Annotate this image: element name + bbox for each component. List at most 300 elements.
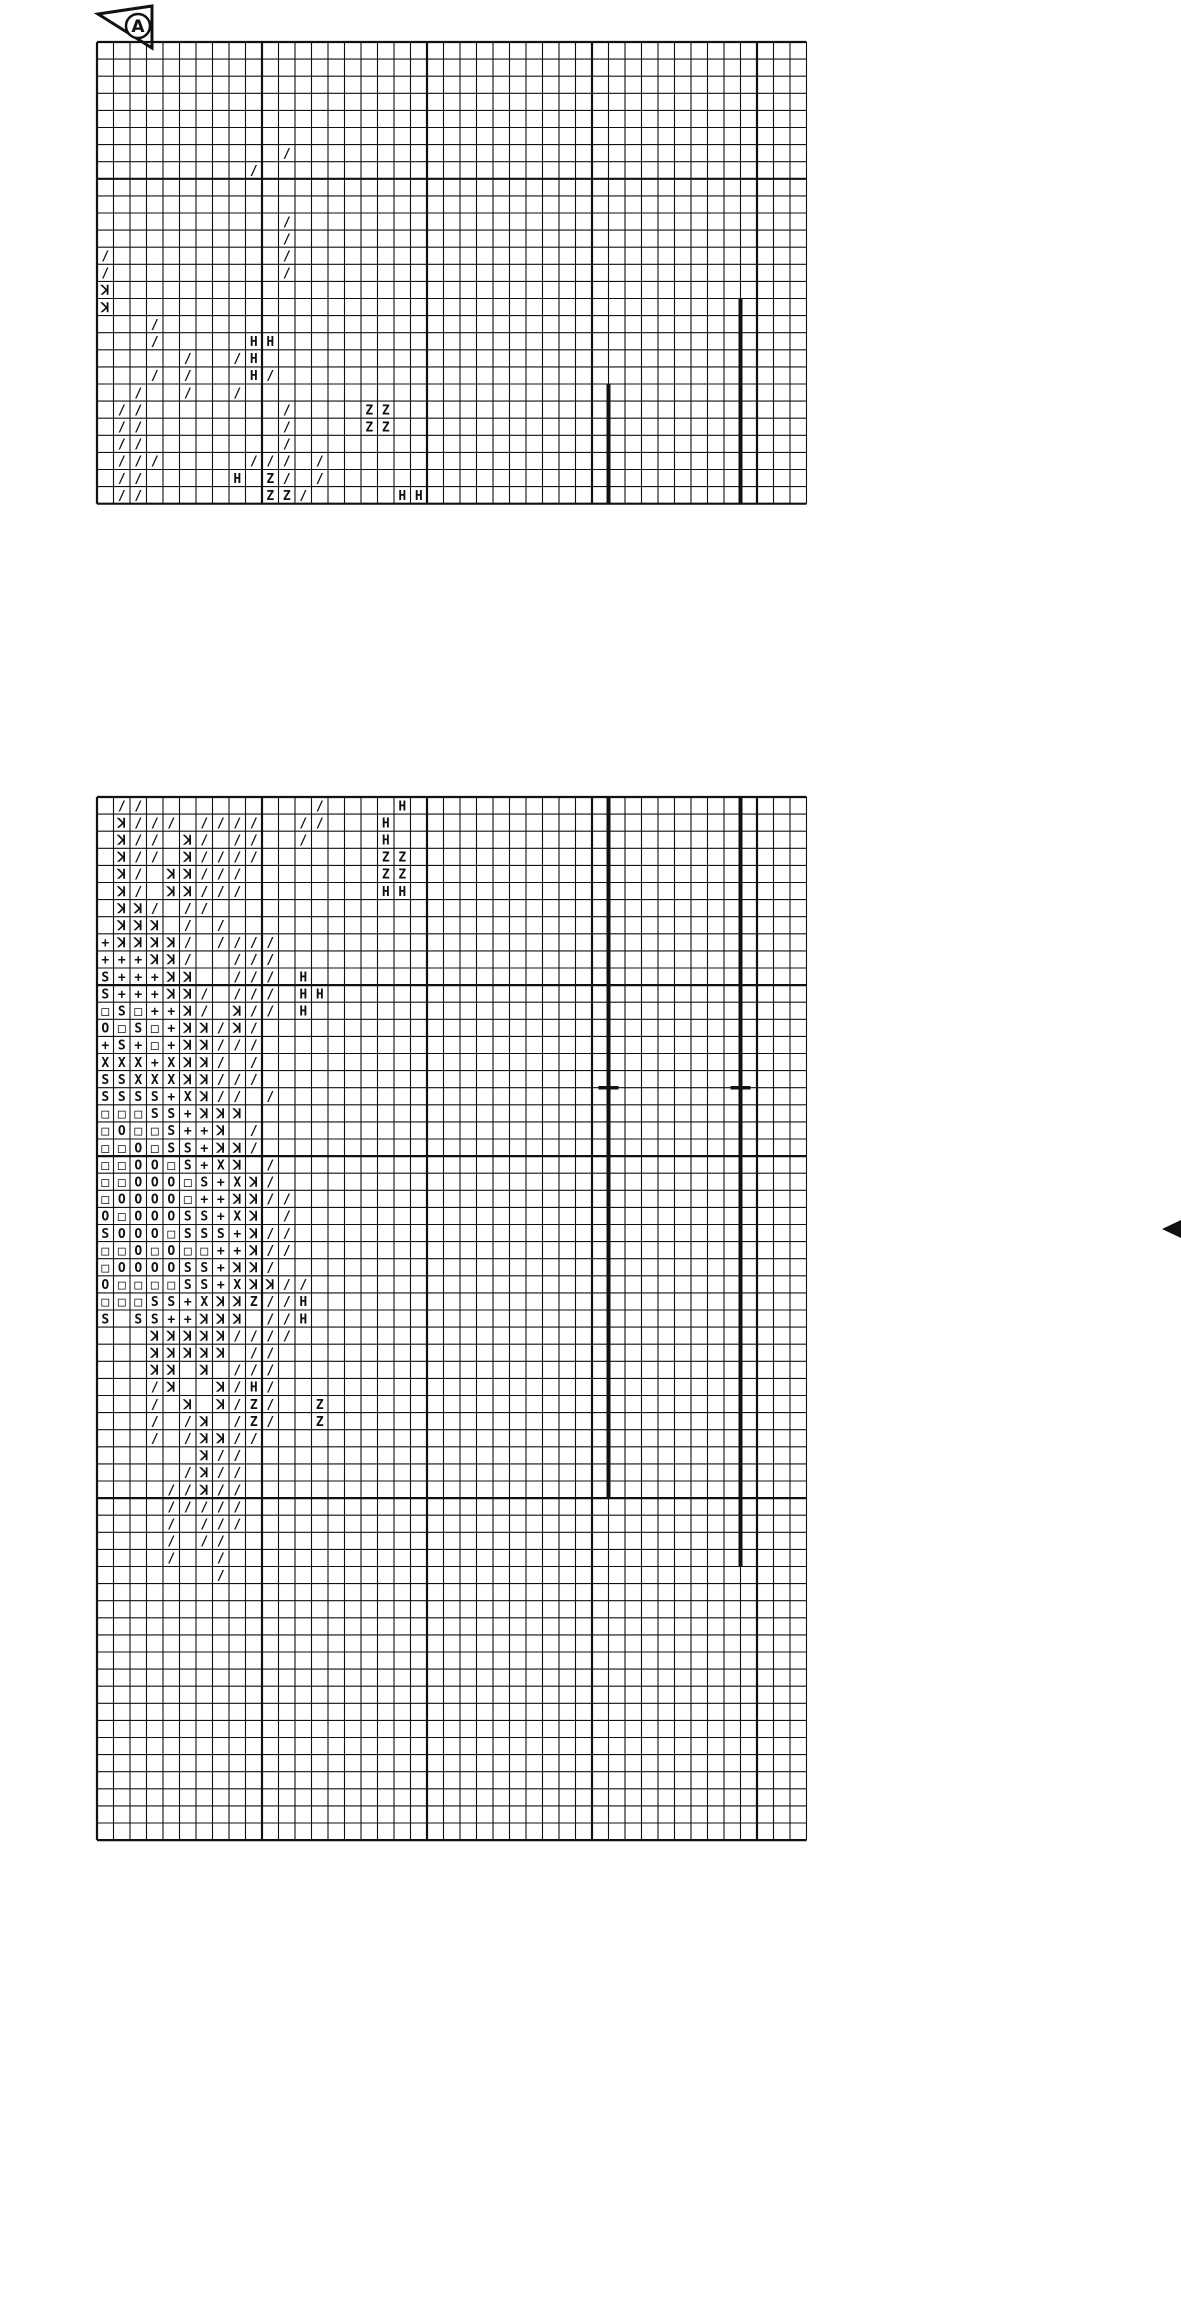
stitch-symbol: □ xyxy=(117,1209,126,1225)
stitch-symbol: Z xyxy=(249,1295,258,1311)
stitch-symbol: S xyxy=(167,1107,176,1123)
stitch-symbol: ꓘ xyxy=(183,1397,193,1413)
stitch-symbol: ꓘ xyxy=(232,1312,242,1328)
stitch-symbol: + xyxy=(216,1175,225,1191)
stitch-symbol: / xyxy=(266,1226,275,1242)
stitch-symbol: / xyxy=(233,1329,242,1345)
stitch-symbol: □ xyxy=(117,1175,126,1191)
stitch-symbol: H xyxy=(381,833,390,849)
stitch-symbol: / xyxy=(266,1158,275,1174)
stitch-symbol: / xyxy=(150,369,159,385)
stitch-symbol: H xyxy=(381,816,390,832)
stitch-symbol: / xyxy=(266,1346,275,1362)
stitch-symbol: □ xyxy=(101,1158,110,1174)
stitch-symbol: ꓘ xyxy=(216,1141,226,1157)
stitch-symbol: ꓘ xyxy=(232,1295,242,1311)
stitch-symbol: / xyxy=(101,266,110,282)
stitch-symbol: / xyxy=(233,1363,242,1379)
stitch-symbol: / xyxy=(249,1072,258,1088)
stitch-symbol: / xyxy=(249,987,258,1003)
stitch-symbol: H xyxy=(299,1004,308,1020)
stitch-symbol: + xyxy=(101,936,110,952)
stitch-symbol: ꓘ xyxy=(249,1226,259,1242)
stitch-symbol: / xyxy=(266,454,275,470)
stitch-symbol: ꓘ xyxy=(150,1346,160,1362)
stitch-symbol: ꓘ xyxy=(166,1346,176,1362)
stitch-symbol: O xyxy=(134,1243,143,1259)
stitch-symbol: / xyxy=(183,352,192,368)
stitch-symbol: ꓘ xyxy=(199,1449,209,1465)
stitch-symbol: / xyxy=(200,833,209,849)
stitch-symbol: S xyxy=(150,1295,159,1311)
stitch-symbol: / xyxy=(249,1329,258,1345)
stitch-symbol: □ xyxy=(167,1158,176,1174)
stitch-symbol: X xyxy=(167,1055,176,1071)
stitch-symbol: / xyxy=(167,1483,176,1499)
stitch-symbol: O xyxy=(167,1175,176,1191)
stitch-symbol: ꓘ xyxy=(183,867,193,883)
stitch-symbol: Z xyxy=(398,867,407,883)
stitch-symbol: / xyxy=(233,386,242,402)
stitch-symbol: ꓘ xyxy=(150,919,160,935)
stitch-symbol: / xyxy=(249,1432,258,1448)
stitch-symbol: ꓘ xyxy=(183,1021,193,1037)
stitch-symbol: X xyxy=(200,1295,209,1311)
stitch-symbol: □ xyxy=(101,1261,110,1277)
stitch-symbol: O xyxy=(117,1124,126,1140)
stitch-symbol: O xyxy=(134,1158,143,1174)
stitch-symbol: Z xyxy=(398,850,407,866)
stitch-symbol: / xyxy=(183,936,192,952)
stitch-symbol: / xyxy=(282,1192,291,1208)
stitch-symbol: ꓘ xyxy=(183,1329,193,1345)
stitch-symbol: Z xyxy=(249,1414,258,1430)
stitch-symbol: / xyxy=(183,901,192,917)
stitch-symbol: / xyxy=(150,1432,159,1448)
stitch-symbol: / xyxy=(282,1209,291,1225)
stitch-symbol: H xyxy=(299,1295,308,1311)
stitch-symbol: / xyxy=(200,987,209,1003)
stitch-symbol: H xyxy=(249,1380,258,1396)
stitch-symbol: S xyxy=(183,1141,192,1157)
stitch-symbol: / xyxy=(249,850,258,866)
stitch-symbol: □ xyxy=(150,1278,159,1294)
stitch-symbol: / xyxy=(216,1090,225,1106)
stitch-symbol: ꓘ xyxy=(216,1380,226,1396)
stitch-symbol: ꓘ xyxy=(117,816,127,832)
stitch-symbol: ꓘ xyxy=(249,1209,259,1225)
stitch-symbol: □ xyxy=(101,1192,110,1208)
stitch-symbol: / xyxy=(299,833,308,849)
stitch-symbol: □ xyxy=(117,1141,126,1157)
stitch-symbol: / xyxy=(183,953,192,969)
stitch-symbol: / xyxy=(266,936,275,952)
stitch-symbol: ꓘ xyxy=(199,1055,209,1071)
stitch-symbol: □ xyxy=(150,1124,159,1140)
stitch-symbol: / xyxy=(216,1568,225,1584)
stitch-symbol: / xyxy=(216,1055,225,1071)
stitch-symbol: / xyxy=(183,1432,192,1448)
stitch-symbol: O xyxy=(150,1209,159,1225)
stitch-symbol: / xyxy=(200,816,209,832)
stitch-symbol: ꓘ xyxy=(166,953,176,969)
stitch-symbol: ꓘ xyxy=(232,1021,242,1037)
stitch-symbol: O xyxy=(134,1209,143,1225)
stitch-symbol: O xyxy=(150,1158,159,1174)
stitch-symbol: □ xyxy=(117,1021,126,1037)
stitch-symbol: Z xyxy=(381,867,390,883)
stitch-symbol: / xyxy=(266,1175,275,1191)
stitch-symbol: / xyxy=(134,884,143,900)
stitch-symbol: / xyxy=(266,1329,275,1345)
stitch-symbol: □ xyxy=(134,1278,143,1294)
stitch-symbol: ꓘ xyxy=(150,1329,160,1345)
stitch-symbol: O xyxy=(150,1261,159,1277)
stitch-symbol: + xyxy=(101,1038,110,1054)
stitch-symbol: + xyxy=(134,970,143,986)
stitch-symbol: □ xyxy=(150,1021,159,1037)
stitch-symbol: / xyxy=(134,471,143,487)
stitch-symbol: / xyxy=(266,1414,275,1430)
stitch-symbol: / xyxy=(216,1449,225,1465)
stitch-symbol: O xyxy=(101,1021,110,1037)
stitch-symbol: O xyxy=(150,1175,159,1191)
stitch-symbol: + xyxy=(150,970,159,986)
stitch-symbol: + xyxy=(200,1192,209,1208)
stitch-symbol: X xyxy=(134,1072,143,1088)
stitch-symbol: / xyxy=(249,1363,258,1379)
stitch-symbol: / xyxy=(266,1004,275,1020)
stitch-symbol: ꓘ xyxy=(199,1038,209,1054)
stitch-symbol: / xyxy=(134,403,143,419)
stitch-symbol: S xyxy=(183,1209,192,1225)
stitch-symbol: + xyxy=(167,1021,176,1037)
stitch-symbol: ꓘ xyxy=(232,1261,242,1277)
stitch-symbol: □ xyxy=(167,1226,176,1242)
stitch-symbol: / xyxy=(266,970,275,986)
stitch-symbol: + xyxy=(216,1261,225,1277)
stitch-symbol: / xyxy=(315,471,324,487)
stitch-symbol: + xyxy=(216,1209,225,1225)
stitch-symbol: / xyxy=(282,232,291,248)
stitch-symbol: ꓘ xyxy=(133,901,143,917)
stitch-symbol: / xyxy=(233,1500,242,1516)
stitch-symbol: ꓘ xyxy=(166,1380,176,1396)
stitch-symbol: / xyxy=(183,1466,192,1482)
stitch-symbol: / xyxy=(282,1243,291,1259)
stitch-symbol: ꓘ xyxy=(216,1329,226,1345)
stitch-symbol: S xyxy=(200,1175,209,1191)
stitch-symbol: ꓘ xyxy=(216,1346,226,1362)
stitch-symbol: S xyxy=(200,1226,209,1242)
stitch-symbol: S xyxy=(200,1278,209,1294)
stitch-symbol: / xyxy=(134,867,143,883)
stitch-symbol: H xyxy=(299,970,308,986)
stitch-symbol: ꓘ xyxy=(183,884,193,900)
stitch-symbol: X xyxy=(233,1278,242,1294)
stitch-symbol: / xyxy=(282,454,291,470)
stitch-symbol: + xyxy=(200,1158,209,1174)
stitch-symbol: S xyxy=(183,1261,192,1277)
stitch-symbol: ꓘ xyxy=(117,919,127,935)
stitch-symbol: Z xyxy=(282,488,291,504)
stitch-symbol: ꓘ xyxy=(199,1363,209,1379)
stitch-symbol: O xyxy=(167,1192,176,1208)
stitch-symbol: ꓘ xyxy=(150,953,160,969)
stitch-symbol: O xyxy=(167,1243,176,1259)
stitch-symbol: / xyxy=(249,970,258,986)
stitch-symbol: / xyxy=(216,1483,225,1499)
stitch-symbol: + xyxy=(134,953,143,969)
stitch-symbol: H xyxy=(299,1312,308,1328)
stitch-symbol: + xyxy=(150,1004,159,1020)
stitch-symbol: ꓘ xyxy=(100,300,110,316)
stitch-symbol: / xyxy=(233,867,242,883)
stitch-symbol: / xyxy=(315,454,324,470)
stitch-symbol: S xyxy=(167,1124,176,1140)
stitch-symbol: □ xyxy=(101,1175,110,1191)
stitch-symbol: H xyxy=(398,799,407,815)
stitch-symbol: S xyxy=(200,1261,209,1277)
stitch-symbol: ꓘ xyxy=(216,1107,226,1123)
stitch-symbol: + xyxy=(117,953,126,969)
stitch-symbol: / xyxy=(216,1534,225,1550)
stitch-symbol: □ xyxy=(134,1004,143,1020)
stitch-symbol: ꓘ xyxy=(199,1072,209,1088)
stitch-symbol: X xyxy=(167,1072,176,1088)
stitch-symbol: H xyxy=(398,884,407,900)
stitch-symbol: ꓘ xyxy=(166,936,176,952)
stitch-symbol: S xyxy=(101,970,110,986)
stitch-symbol: X xyxy=(150,1072,159,1088)
stitch-symbol: ꓘ xyxy=(166,970,176,986)
stitch-symbol: □ xyxy=(183,1192,192,1208)
stitch-symbol: S xyxy=(216,1226,225,1242)
stitch-symbol: S xyxy=(117,1090,126,1106)
stitch-symbol: ꓘ xyxy=(133,919,143,935)
stitch-symbol: Z xyxy=(381,420,390,436)
stitch-symbol: S xyxy=(150,1312,159,1328)
stitch-symbol: □ xyxy=(150,1038,159,1054)
stitch-symbol: X xyxy=(183,1090,192,1106)
stitch-symbol: / xyxy=(282,1295,291,1311)
stitch-symbol: □ xyxy=(117,1278,126,1294)
stitch-symbol: + xyxy=(183,1107,192,1123)
stitch-symbol: S xyxy=(101,1072,110,1088)
stitch-symbol: Z xyxy=(381,403,390,419)
stitch-symbol: H xyxy=(249,335,258,351)
stitch-symbol: + xyxy=(167,1004,176,1020)
stitch-symbol: ꓘ xyxy=(117,833,127,849)
stitch-symbol: / xyxy=(183,369,192,385)
stitch-symbol: S xyxy=(183,1158,192,1174)
stitch-symbol: ꓘ xyxy=(216,1432,226,1448)
stitch-symbol: ꓘ xyxy=(199,1107,209,1123)
stitch-symbol: / xyxy=(150,850,159,866)
stitch-symbol: / xyxy=(233,1483,242,1499)
stitch-symbol: ꓘ xyxy=(183,833,193,849)
stitch-symbol: / xyxy=(183,1414,192,1430)
stitch-symbol: □ xyxy=(183,1175,192,1191)
stitch-symbol: / xyxy=(216,919,225,935)
stitch-symbol: Z xyxy=(266,471,275,487)
stitch-symbol: / xyxy=(249,953,258,969)
stitch-symbol: O xyxy=(117,1261,126,1277)
stitch-symbol: O xyxy=(101,1278,110,1294)
stitch-symbol: ꓘ xyxy=(232,1004,242,1020)
stitch-symbol: + xyxy=(167,1038,176,1054)
stitch-symbol: / xyxy=(233,953,242,969)
stitch-symbol: ꓘ xyxy=(166,1329,176,1345)
stitch-symbol: ꓘ xyxy=(249,1278,259,1294)
stitch-symbol: + xyxy=(167,1312,176,1328)
stitch-symbol: + xyxy=(150,987,159,1003)
stitch-symbol: / xyxy=(282,1329,291,1345)
stitch-symbol: / xyxy=(282,1312,291,1328)
stitch-symbol: Z xyxy=(381,850,390,866)
stitch-symbol: Z xyxy=(315,1397,324,1413)
stitch-symbol: ꓘ xyxy=(199,1329,209,1345)
stitch-symbol: H xyxy=(233,471,242,487)
stitch-symbol: / xyxy=(216,1551,225,1567)
stitch-symbol: X xyxy=(117,1055,126,1071)
stitch-symbol: O xyxy=(150,1192,159,1208)
stitch-symbol: O xyxy=(167,1261,176,1277)
stitch-symbol: / xyxy=(266,1090,275,1106)
stitch-symbol: S xyxy=(150,1107,159,1123)
stitch-symbol: / xyxy=(200,1517,209,1533)
stitch-symbol: ꓘ xyxy=(183,1072,193,1088)
stitch-symbol: S xyxy=(183,1278,192,1294)
stitch-symbol: O xyxy=(134,1261,143,1277)
stitch-symbol: ꓘ xyxy=(199,1466,209,1482)
stitch-symbol: ꓘ xyxy=(117,867,127,883)
stitch-symbol: + xyxy=(200,1141,209,1157)
stitch-symbol: S xyxy=(101,987,110,1003)
stitch-symbol: ꓘ xyxy=(265,1278,275,1294)
stitch-symbol: / xyxy=(282,249,291,265)
chart-grid-bottom xyxy=(97,797,807,1840)
stitch-symbol: H xyxy=(299,987,308,1003)
stitch-symbol: / xyxy=(233,970,242,986)
stitch-symbol: S xyxy=(117,1072,126,1088)
stitch-symbol: H xyxy=(266,335,275,351)
stitch-symbol: S xyxy=(200,1209,209,1225)
stitch-symbol: / xyxy=(216,884,225,900)
stitch-symbol: ꓘ xyxy=(249,1243,259,1259)
stitch-symbol: ꓘ xyxy=(199,1432,209,1448)
stitch-symbol: / xyxy=(134,420,143,436)
stitch-symbol: + xyxy=(117,970,126,986)
stitch-symbol: / xyxy=(150,317,159,333)
stitch-symbol: / xyxy=(134,799,143,815)
stitch-symbol: ꓘ xyxy=(183,987,193,1003)
stitch-symbol: / xyxy=(216,1517,225,1533)
stitch-symbol: / xyxy=(150,816,159,832)
stitch-symbol: X xyxy=(134,1055,143,1071)
stitch-symbol: / xyxy=(249,1055,258,1071)
stitch-symbol: + xyxy=(216,1278,225,1294)
stitch-symbol: □ xyxy=(117,1158,126,1174)
stitch-symbol: / xyxy=(266,1192,275,1208)
stitch-symbol: □ xyxy=(117,1295,126,1311)
stitch-symbol: S xyxy=(101,1312,110,1328)
stitch-symbol: / xyxy=(249,1141,258,1157)
stitch-symbol: ꓘ xyxy=(166,987,176,1003)
stitch-symbol: ꓘ xyxy=(199,1346,209,1362)
stitch-symbol: ꓘ xyxy=(249,1175,259,1191)
stitch-symbol: / xyxy=(167,1517,176,1533)
stitch-symbol: ꓘ xyxy=(183,1346,193,1362)
stitch-symbol: / xyxy=(299,1278,308,1294)
stitch-symbol: / xyxy=(249,1004,258,1020)
stitch-symbol: / xyxy=(101,249,110,265)
stitch-symbol: / xyxy=(183,1483,192,1499)
stitch-symbol: S xyxy=(134,1090,143,1106)
stitch-symbol: / xyxy=(150,1397,159,1413)
stitch-symbol: / xyxy=(266,953,275,969)
stitch-symbol: + xyxy=(183,1124,192,1140)
stitch-symbol: S xyxy=(167,1141,176,1157)
stitch-symbol: / xyxy=(299,488,308,504)
stitch-symbol: O xyxy=(150,1226,159,1242)
stitch-symbol: ꓘ xyxy=(183,1038,193,1054)
stitch-symbol: / xyxy=(266,987,275,1003)
badge-label: A xyxy=(131,17,145,37)
stitch-symbol: ꓘ xyxy=(100,283,110,299)
stitch-symbol: ꓘ xyxy=(150,936,160,952)
stitch-symbol: / xyxy=(282,266,291,282)
stitch-symbol: ꓘ xyxy=(216,1295,226,1311)
stitch-symbol: □ xyxy=(101,1295,110,1311)
stitch-symbol: / xyxy=(266,1295,275,1311)
stitch-symbol: S xyxy=(183,1226,192,1242)
stitch-symbol: / xyxy=(266,1243,275,1259)
stitch-symbol: / xyxy=(216,816,225,832)
stitch-symbol: / xyxy=(266,1363,275,1379)
stitch-symbol: X xyxy=(233,1209,242,1225)
stitch-symbol: / xyxy=(216,1038,225,1054)
stitch-symbol: / xyxy=(167,1551,176,1567)
stitch-symbol: / xyxy=(167,816,176,832)
stitch-symbol: O xyxy=(167,1209,176,1225)
stitch-symbol: S xyxy=(117,1004,126,1020)
stitch-symbol: / xyxy=(167,1534,176,1550)
stitch-symbol: / xyxy=(282,1226,291,1242)
stitch-symbol: + xyxy=(134,987,143,1003)
stitch-symbol: / xyxy=(216,1021,225,1037)
stitch-symbol: / xyxy=(233,1038,242,1054)
stitch-symbol: O xyxy=(134,1141,143,1157)
stitch-symbol: ꓘ xyxy=(199,1414,209,1430)
stitch-symbol: ꓘ xyxy=(133,936,143,952)
stitch-symbol: / xyxy=(200,884,209,900)
stitch-symbol: / xyxy=(233,1449,242,1465)
stitch-symbol: / xyxy=(233,850,242,866)
stitch-symbol: S xyxy=(167,1295,176,1311)
stitch-symbol: / xyxy=(183,1500,192,1516)
stitch-symbol: / xyxy=(200,867,209,883)
stitch-symbol: / xyxy=(249,936,258,952)
stitch-symbol: □ xyxy=(101,1004,110,1020)
stitch-symbol: / xyxy=(200,850,209,866)
stitch-symbol: / xyxy=(249,1124,258,1140)
stitch-symbol: ꓘ xyxy=(249,1192,259,1208)
stitch-symbol: / xyxy=(233,1072,242,1088)
stitch-symbol: / xyxy=(216,850,225,866)
stitch-symbol: □ xyxy=(134,1107,143,1123)
stitch-symbol: ꓘ xyxy=(117,936,127,952)
